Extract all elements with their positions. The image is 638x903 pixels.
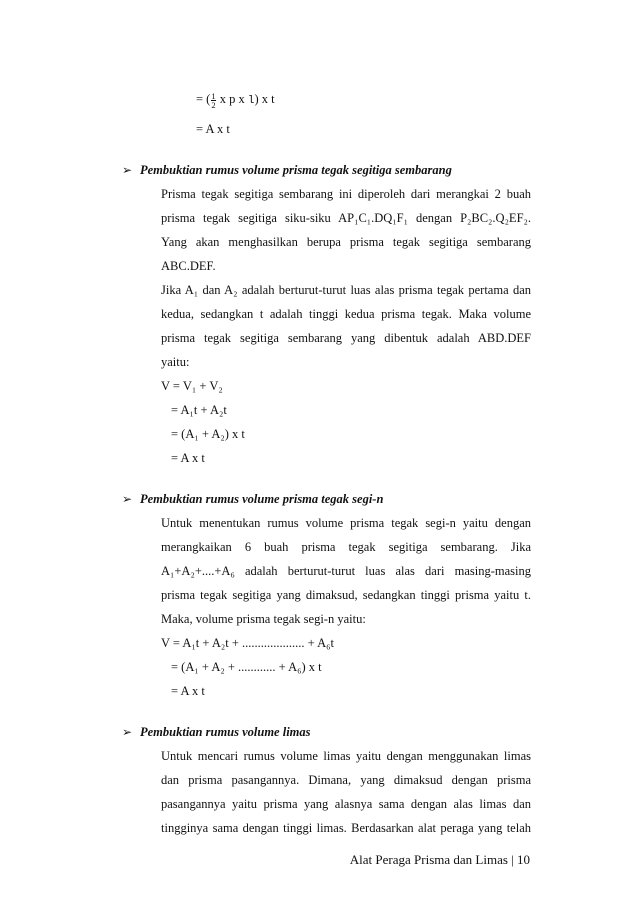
formula-line: = (A₁ + A₂) x t [171, 427, 245, 441]
section-heading-segitiga: Pembuktian rumus volume prisma tegak segitiga sembarang [140, 163, 452, 177]
formula-line: = A x t [171, 684, 205, 698]
formula-line: V = V₁ + V₂ [161, 379, 223, 393]
page-footer: Alat Peraga Prisma dan Limas | 10 [349, 852, 530, 867]
formula-top-line1 [196, 91, 275, 109]
paragraph-line: Yang akan menghasilkan berupa prisma tegak segitiga sembarang [161, 235, 531, 249]
paragraph-line: yaitu: [161, 355, 190, 369]
paragraph-line: tingginya sama dengan tinggi limas. Berdasarkan alat peraga yang telah [161, 821, 531, 835]
paragraph-line: pasangannya yaitu prisma yang alasnya sama dengan alas limas dan [161, 797, 531, 811]
formula-open: = ( [196, 92, 211, 106]
paragraph-line: ABC.DEF. [161, 259, 216, 273]
paragraph-line: prisma tegak segitiga sembarang yang dibentuk adalah ABD.DEF [161, 331, 531, 345]
paragraph-line: prisma tegak segitiga yang dimaksud, sedangkan tinggi prisma yaitu t. [161, 588, 531, 602]
fraction-denominator: 2 [211, 99, 216, 110]
formula-line: = A x t [171, 451, 205, 465]
formula-close: ) x t [254, 92, 275, 106]
fraction-numerator: 1 [211, 90, 216, 101]
arrow-bullet-icon: ➢ [122, 163, 133, 177]
formula-line: = A₁t + A₂t [171, 403, 227, 417]
section-heading-segi-n: Pembuktian rumus volume prisma tegak segi-n [140, 492, 384, 506]
paragraph-line: Untuk menentukan rumus volume prisma tegak segi-n yaitu dengan [161, 516, 531, 530]
paragraph-line: Jika A₁ dan A₂ adalah berturut-turut luas alas prisma tegak pertama dan [161, 283, 531, 297]
formula-line: = (A₁ + A₂ + ............ + A₆) x t [171, 660, 322, 674]
paragraph-line: Prisma tegak segitiga sembarang ini diperoleh dari merangkai 2 buah [161, 187, 531, 201]
formula-l: l [247, 95, 255, 107]
formula-mid: x p x [216, 92, 248, 106]
fraction-half [211, 92, 215, 109]
formula-line: V = A₁t + A₂t + .................... + A₆t [161, 636, 335, 650]
formula-top-line2: = A x t [196, 122, 230, 136]
paragraph-line: Untuk mencari rumus volume limas yaitu dengan menggunakan limas [161, 749, 531, 763]
paragraph-line: merangkaikan 6 buah prisma tegak segitiga sembarang. Jika [161, 540, 531, 554]
paragraph-line: kedua, sedangkan t adalah tinggi kedua prisma tegak. Maka volume [161, 307, 531, 321]
paragraph-line: prisma tegak segitiga siku-siku AP₁C₁.DQ₁F₁ dengan P₂BC₂.Q₂EF₂. [161, 211, 531, 225]
arrow-bullet-icon: ➢ [122, 725, 133, 739]
paragraph-line: A₁+A₂+....+A₆ adalah berturut-turut luas alas dari masing-masing [161, 564, 531, 578]
section-heading-limas: Pembuktian rumus volume limas [140, 725, 311, 739]
arrow-bullet-icon: ➢ [122, 492, 133, 506]
paragraph-line: Maka, volume prisma tegak segi-n yaitu: [161, 612, 366, 626]
paragraph-line: dan prisma pasangannya. Dimana, yang dimaksud dengan prisma [161, 773, 531, 787]
